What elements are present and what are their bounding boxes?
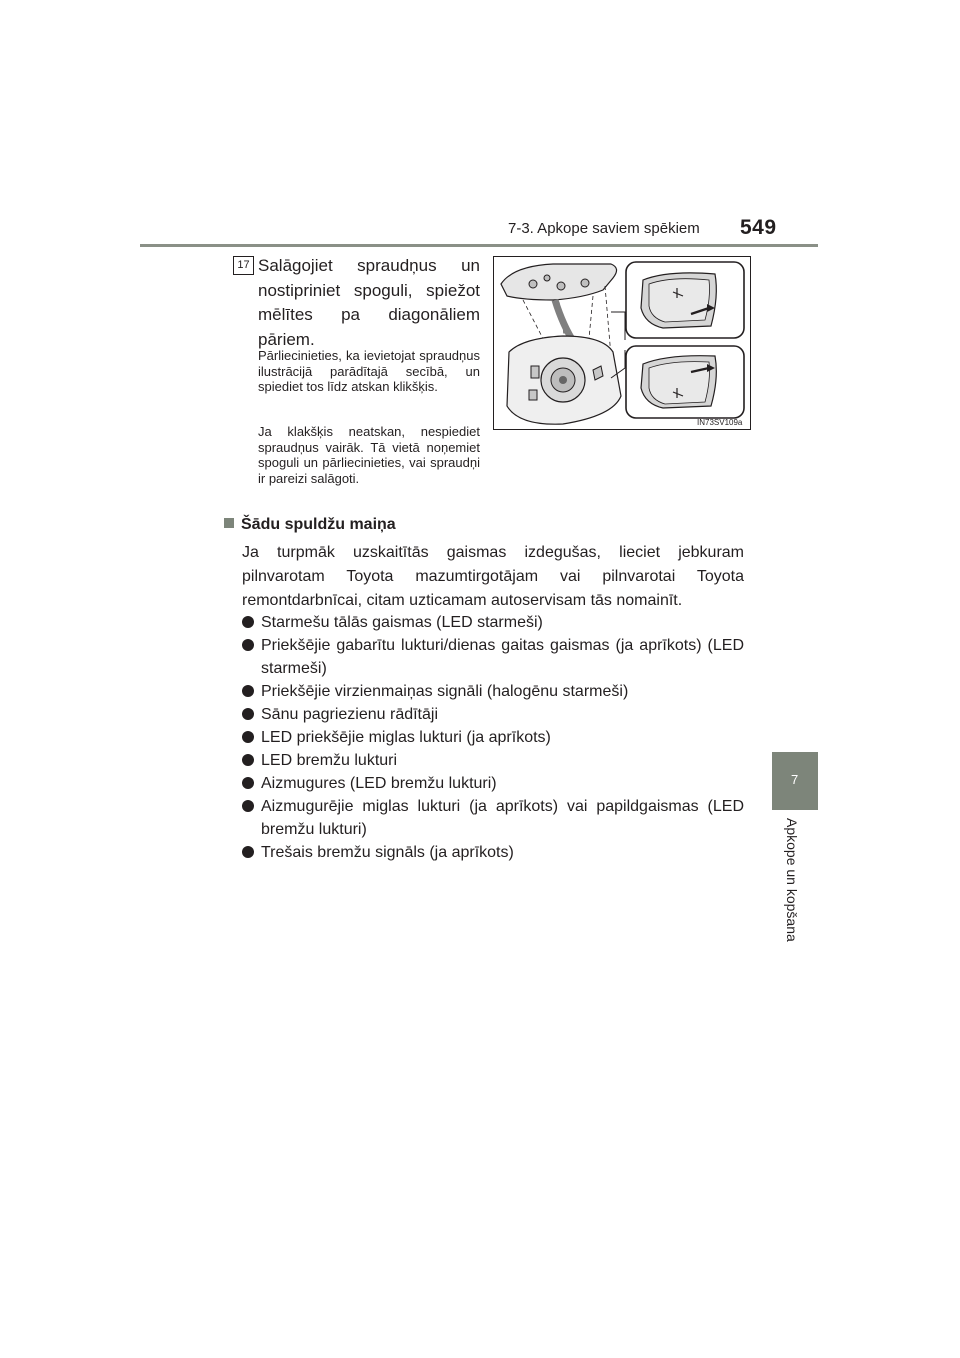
chapter-number: 7 [791, 772, 799, 787]
section-heading [224, 516, 396, 534]
list-item: Aizmugurējie miglas lukturi (ja aprīkots) vai papildgaismas (LED bremžu lukturi) [242, 795, 744, 841]
mirror-illustration [493, 256, 751, 430]
page-number: 549 [740, 216, 777, 239]
bullet-icon [242, 800, 254, 812]
figure-code: IN73SV109a [697, 418, 743, 427]
bullet-icon [242, 639, 254, 651]
mirror-assembly-diagram [493, 256, 751, 430]
square-bullet-icon [224, 518, 234, 528]
bulb-list [242, 611, 744, 864]
step-instruction: Salāgojiet spraudņus un nostipriniet spoguli, spiežot mēlītes pa diagonāliem pāriem. [258, 256, 480, 349]
list-item: LED priekšējie miglas lukturi (ja aprīkots) [242, 726, 744, 749]
section-intro: Ja turpmāk uzskaitītās gaismas izdegušas, lieciet jebkuram pilnvarotam Toyota mazumtirgotājam vai pilnvarotai Toyota remontdarbnīcai, citam uzticamam autoservisam tās nomainīt. [242, 544, 744, 609]
list-item: Starmešu tālās gaismas (LED starmeši) [242, 611, 744, 634]
bullet-icon [242, 616, 254, 628]
bullet-icon [242, 846, 254, 858]
list-item: LED bremžu lukturi [242, 749, 744, 772]
chapter-label: Apkope un kopšana [784, 818, 800, 942]
list-item: Priekšējie virzienmaiņas signāli (halogēnu starmeši) [242, 680, 744, 703]
bullet-icon [242, 777, 254, 789]
bullet-icon [242, 708, 254, 720]
header-divider [140, 244, 818, 247]
list-item: Trešais bremžu signāls (ja aprīkots) [242, 841, 744, 864]
step-number-badge: 17 [233, 256, 254, 275]
bullet-icon [242, 731, 254, 743]
section-title: 7-3. Apkope saviem spēkiem [508, 220, 700, 237]
bullet-icon [242, 685, 254, 697]
step-note-warning: Ja klakšķis neatskan, nespiediet spraudņus vairāk. Tā vietā noņemiet spoguli un pārliecinieties, vai spraudņi ir pareizi salāgoti. [258, 424, 480, 486]
bullet-icon [242, 754, 254, 766]
section-heading-text: Šādu spuldžu maiņa [241, 516, 396, 533]
list-item: Priekšējie gabarītu lukturi/dienas gaitas gaismas (ja aprīkots) (LED starmeši) [242, 634, 744, 680]
list-item: Aizmugures (LED bremžu lukturi) [242, 772, 744, 795]
list-item: Sānu pagriezienu rādītāji [242, 703, 744, 726]
step-note: Pārliecinieties, ka ievietojat spraudņus ilustrācijā parādītajā secībā, un spiediet tos līdz atskan klikšķis. [258, 348, 480, 394]
